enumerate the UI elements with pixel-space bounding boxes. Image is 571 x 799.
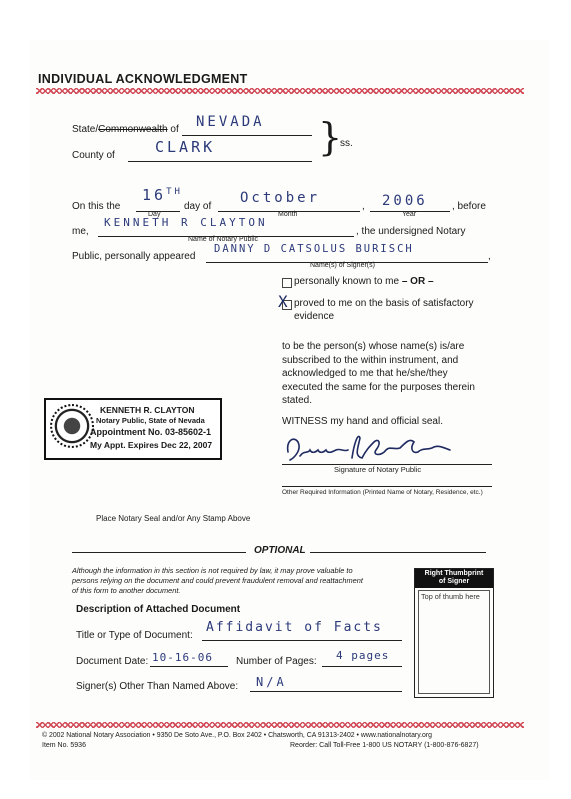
title-label: Title or Type of Document:: [76, 630, 193, 641]
state-line: [182, 135, 312, 136]
notary-name-caption: Name of Notary Public: [188, 236, 259, 243]
notice-line: Although the information in this section is not required by law, it may prove valuable to: [72, 566, 353, 575]
date-value: 10-16-06: [152, 651, 213, 664]
pages-label: Number of Pages:: [236, 656, 317, 667]
body-line: stated.: [282, 395, 313, 406]
county-label: County of: [72, 150, 115, 161]
signature-caption: Signature of Notary Public: [334, 465, 422, 474]
thumb-header-line: of Signer: [438, 578, 470, 585]
body-line: acknowledged to me that he/she/they: [282, 368, 448, 379]
title-value: Affidavit of Facts: [206, 620, 383, 635]
optional-rule-left: [72, 552, 246, 553]
signer-name-caption: Name(s) of Signer(s): [310, 262, 375, 269]
notary-signature: [282, 428, 492, 468]
thumb-header-line: Right Thumbprint: [424, 570, 484, 577]
title-line: [202, 640, 402, 641]
day-number: 16: [142, 186, 167, 204]
body-line: subscribed to the within instrument, and: [282, 354, 459, 366]
thumb-hint: Top of thumb here: [421, 592, 480, 601]
notice-line: persons relying on the document and could prevent fraudulent removal and reattachment: [72, 576, 363, 585]
witness-text: WITNESS my hand and official seal.: [282, 416, 443, 427]
me-label: me,: [72, 226, 89, 237]
other-info-line: [282, 486, 492, 487]
acknowledgment-text: [282, 340, 492, 408]
footer-copyright: © 2002 National Notary Association • 9350 De Soto Ave., P.O. Box 2402 • Chatsworth, CA 91313-2402 • www.nationalnotary.org: [42, 732, 432, 739]
body-line: executed the same for the purposes therein: [282, 381, 475, 393]
day-value: [142, 186, 183, 204]
optional-notice: [72, 566, 412, 596]
state-seal-icon: [50, 404, 94, 448]
pages-value: 4 pages: [336, 649, 390, 662]
known-option: [294, 276, 434, 287]
description-heading: Description of Attached Document: [76, 604, 241, 615]
header-divider: [36, 88, 524, 94]
stamp-line-4: My Appt. Expires Dec 22, 2007: [90, 440, 213, 450]
venue-brace: }: [318, 115, 343, 159]
stamp-line-3: Appointment No. 03-85602-1: [90, 427, 212, 437]
state-value: NEVADA: [196, 114, 265, 130]
day-of-label: day of: [184, 201, 212, 212]
footer-item-number: Item No. 5936: [42, 742, 86, 749]
thumbprint-header: [415, 569, 493, 588]
year-value: 2006: [382, 193, 428, 209]
proved-label-2: evidence: [294, 311, 335, 322]
signers-line: [250, 691, 402, 692]
year-caption: Year: [402, 211, 417, 218]
other-info-caption: Other Required Information (Printed Name of Notary, Residence, etc.): [282, 489, 483, 496]
day-suffix: TH: [166, 187, 183, 197]
before-label: , before: [452, 201, 486, 212]
known-label: personally known to me: [294, 276, 400, 287]
thumb-area: [418, 590, 490, 694]
on-this-the: On this the: [72, 201, 121, 212]
body-line: to be the person(s) whose name(s) is/are: [282, 341, 465, 352]
proved-label-1: proved to me on the basis of satisfactory: [294, 298, 474, 309]
ss-label: ss.: [340, 138, 353, 149]
page-title: INDIVIDUAL ACKNOWLEDGMENT: [38, 72, 248, 86]
month-caption: Month: [278, 211, 298, 218]
county-value: CLARK: [155, 138, 216, 156]
signers-label: Signer(s) Other Than Named Above:: [76, 681, 239, 692]
seal-caption: Place Notary Seal and/or Any Stamp Above: [96, 514, 251, 523]
undersigned-label: , the undersigned Notary: [356, 226, 466, 237]
notary-stamp: [44, 398, 222, 460]
comma-sep: ,: [362, 201, 365, 212]
signers-value: N/A: [256, 675, 287, 689]
date-line: [150, 666, 228, 667]
state-of: of: [167, 124, 179, 135]
pages-line: [322, 666, 402, 667]
known-checkbox[interactable]: [282, 278, 292, 288]
signer-name-value: DANNY D CATSOLUS BURISCH: [214, 243, 414, 255]
optional-heading: OPTIONAL: [254, 545, 306, 556]
day-caption: Day: [148, 211, 161, 218]
stamp-line-2: Notary Public, State of Nevada: [96, 416, 205, 425]
state-prefix: State/: [72, 124, 99, 135]
proved-check-mark: X: [278, 292, 291, 311]
appeared-label: Public, personally appeared: [72, 251, 196, 262]
state-label: [72, 124, 179, 135]
stamp-line-1: KENNETH R. CLAYTON: [100, 405, 195, 415]
notary-name-value: KENNETH R CLAYTON: [104, 216, 268, 229]
county-line: [128, 161, 312, 162]
month-value: October: [240, 190, 321, 206]
commonwealth-struck: Commonwealth: [98, 124, 168, 135]
thumbprint-box: [414, 568, 494, 698]
optional-rule-right: [310, 552, 486, 553]
footer-reorder: Reorder: Call Toll-Free 1-800 US NOTARY (1-800-876-6827): [290, 742, 479, 749]
notice-line: of this form to another document.: [72, 586, 181, 595]
signer-comma: ,: [488, 251, 491, 262]
footer-divider: [36, 722, 524, 728]
date-label: Document Date:: [76, 656, 149, 667]
or-label: – OR –: [401, 276, 434, 287]
